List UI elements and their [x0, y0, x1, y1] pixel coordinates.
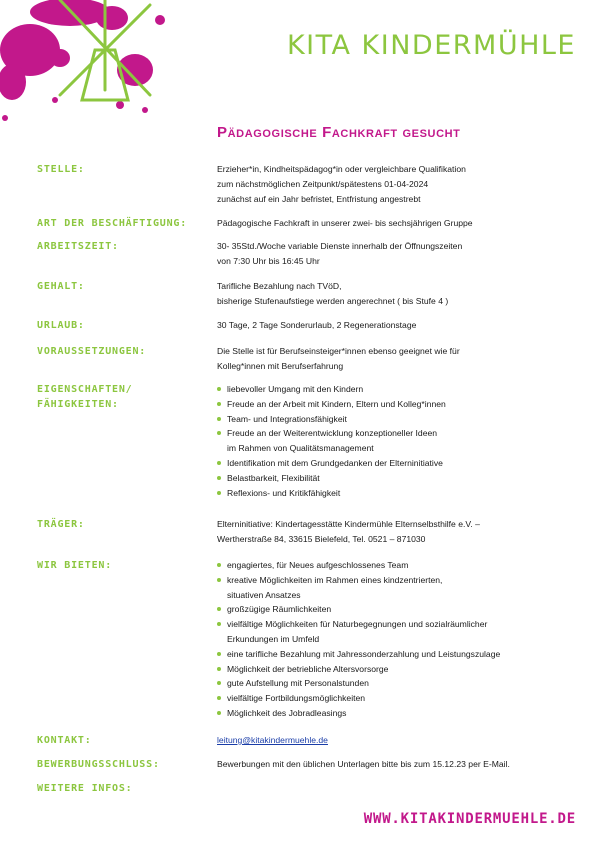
list-item: liebevoller Umgang mit den Kindern [217, 382, 577, 397]
page-title: Pädagogische Fachkraft gesucht [217, 124, 461, 141]
traeger-line: Wertherstraße 84, 33615 Bielefeld, Tel. 0521 – 871030 [217, 534, 426, 544]
bewerbungsschluss-line: Bewerbungen mit den üblichen Unterlagen bitte bis zum 15.12.23 per E-Mail. [217, 759, 510, 769]
list-item: engagiertes, für Neues aufgeschlossenes Team [217, 558, 577, 573]
label-gehalt: GEHALT: [37, 281, 85, 292]
gehalt-line: Tarifliche Bezahlung nach TVöD, [217, 281, 342, 291]
value-voraussetzungen [217, 344, 577, 374]
brand-title: KITA KINDERMÜHLE [286, 30, 576, 61]
label-eigenschaften-line1: EIGENSCHAFTEN/ [37, 384, 133, 395]
arbeitszeit-line: 30- 35Std./Woche variable Dienste innerhalb der Öffnungszeiten [217, 241, 463, 251]
value-arbeitszeit [217, 239, 577, 269]
list-item: im Rahmen von Qualitätsmanagement [227, 443, 374, 454]
list-item: großzügige Räumlichkeiten [217, 602, 577, 617]
stelle-line: zunächst auf ein Jahr befristet, Entfristung angestrebt [217, 194, 421, 204]
label-art: ART DER BESCHÄFTIGUNG: [37, 218, 188, 229]
voraussetzungen-line: Kolleg*innen mit Berufserfahrung [217, 361, 344, 371]
label-voraussetzungen: VORAUSSETZUNGEN: [37, 346, 147, 357]
value-gehalt [217, 279, 577, 309]
label-kontakt: KONTAKT: [37, 735, 92, 746]
value-urlaub [217, 318, 577, 333]
value-traeger [217, 517, 577, 547]
website-url: WWW.KITAKINDERMUEHLE.DE [363, 811, 576, 827]
paint-splash-windmill-logo [0, 0, 175, 125]
list-item: vielfältige Fortbildungsmöglichkeiten [217, 691, 577, 706]
list-item: kreative Möglichkeiten im Rahmen eines kindzentrierten, [217, 573, 577, 588]
list-item: gute Aufstellung mit Personalstunden [217, 676, 577, 691]
label-bewerbungsschluss: BEWERBUNGSSCHLUSS: [37, 759, 160, 770]
value-eigenschaften [217, 382, 577, 500]
traeger-line: Elterninitiative: Kindertagesstätte Kindermühle Elternselbsthilfe e.V. – [217, 519, 480, 529]
value-art [217, 216, 577, 231]
list-item: Reflexions- und Kritikfähigkeit [217, 486, 577, 501]
label-traeger: TRÄGER: [37, 519, 85, 530]
list-item: Identifikation mit dem Grundgedanken der Elterninitiative [217, 456, 577, 471]
label-eigenschaften-line2: FÄHIGKEITEN: [37, 399, 119, 410]
list-item: Freude an der Weiterentwicklung konzeptioneller Ideen [217, 426, 577, 441]
label-urlaub: URLAUB: [37, 320, 85, 331]
list-item: Möglichkeit des Jobradleasings [217, 706, 577, 721]
label-arbeitszeit: ARBEITSZEIT: [37, 241, 119, 252]
contact-email-link[interactable]: leitung@kitakindermuehle.de [217, 735, 328, 745]
list-item: eine tarifliche Bezahlung mit Jahressonderzahlung und Leistungszulage [217, 647, 577, 662]
list-item: vielfältige Möglichkeiten für Naturbegegnungen und sozialräumlicher [217, 617, 577, 632]
label-eigenschaften [37, 382, 133, 412]
label-stelle: STELLE: [37, 164, 85, 175]
value-bewerbungsschluss [217, 757, 577, 772]
list-item: Erkundungen im Umfeld [227, 633, 320, 644]
list-item: Freude an der Arbeit mit Kindern, Eltern und Kolleg*innen [217, 397, 577, 412]
value-stelle [217, 162, 577, 207]
value-bieten [217, 558, 577, 721]
label-weitere-infos: WEITERE INFOS: [37, 783, 133, 794]
voraussetzungen-line: Die Stelle ist für Berufseinsteiger*innen ebenso geeignet wie für [217, 346, 460, 356]
stelle-line: zum nächstmöglichen Zeitpunkt/spätestens 01-04-2024 [217, 179, 429, 189]
urlaub-line: 30 Tage, 2 Tage Sonderurlaub, 2 Regenerationstage [217, 320, 417, 330]
arbeitszeit-line: von 7:30 Uhr bis 16:45 Uhr [217, 256, 320, 266]
value-kontakt [217, 733, 577, 748]
label-bieten: WIR BIETEN: [37, 560, 113, 571]
art-line: Pädagogische Fachkraft in unserer zwei- bis sechsjährigen Gruppe [217, 218, 473, 228]
stelle-line: Erzieher*in, Kindheitspädagog*in oder vergleichbare Qualifikation [217, 164, 466, 174]
list-item: Team- und Integrationsfähigkeit [217, 412, 577, 427]
list-item: Möglichkeit der betriebliche Altersvorsorge [217, 662, 577, 677]
gehalt-line: bisherige Stufenaufstiege werden angerechnet ( bis Stufe 4 ) [217, 296, 449, 306]
list-item: Belastbarkeit, Flexibilität [217, 471, 577, 486]
list-item: situativen Ansatzes [227, 589, 301, 600]
